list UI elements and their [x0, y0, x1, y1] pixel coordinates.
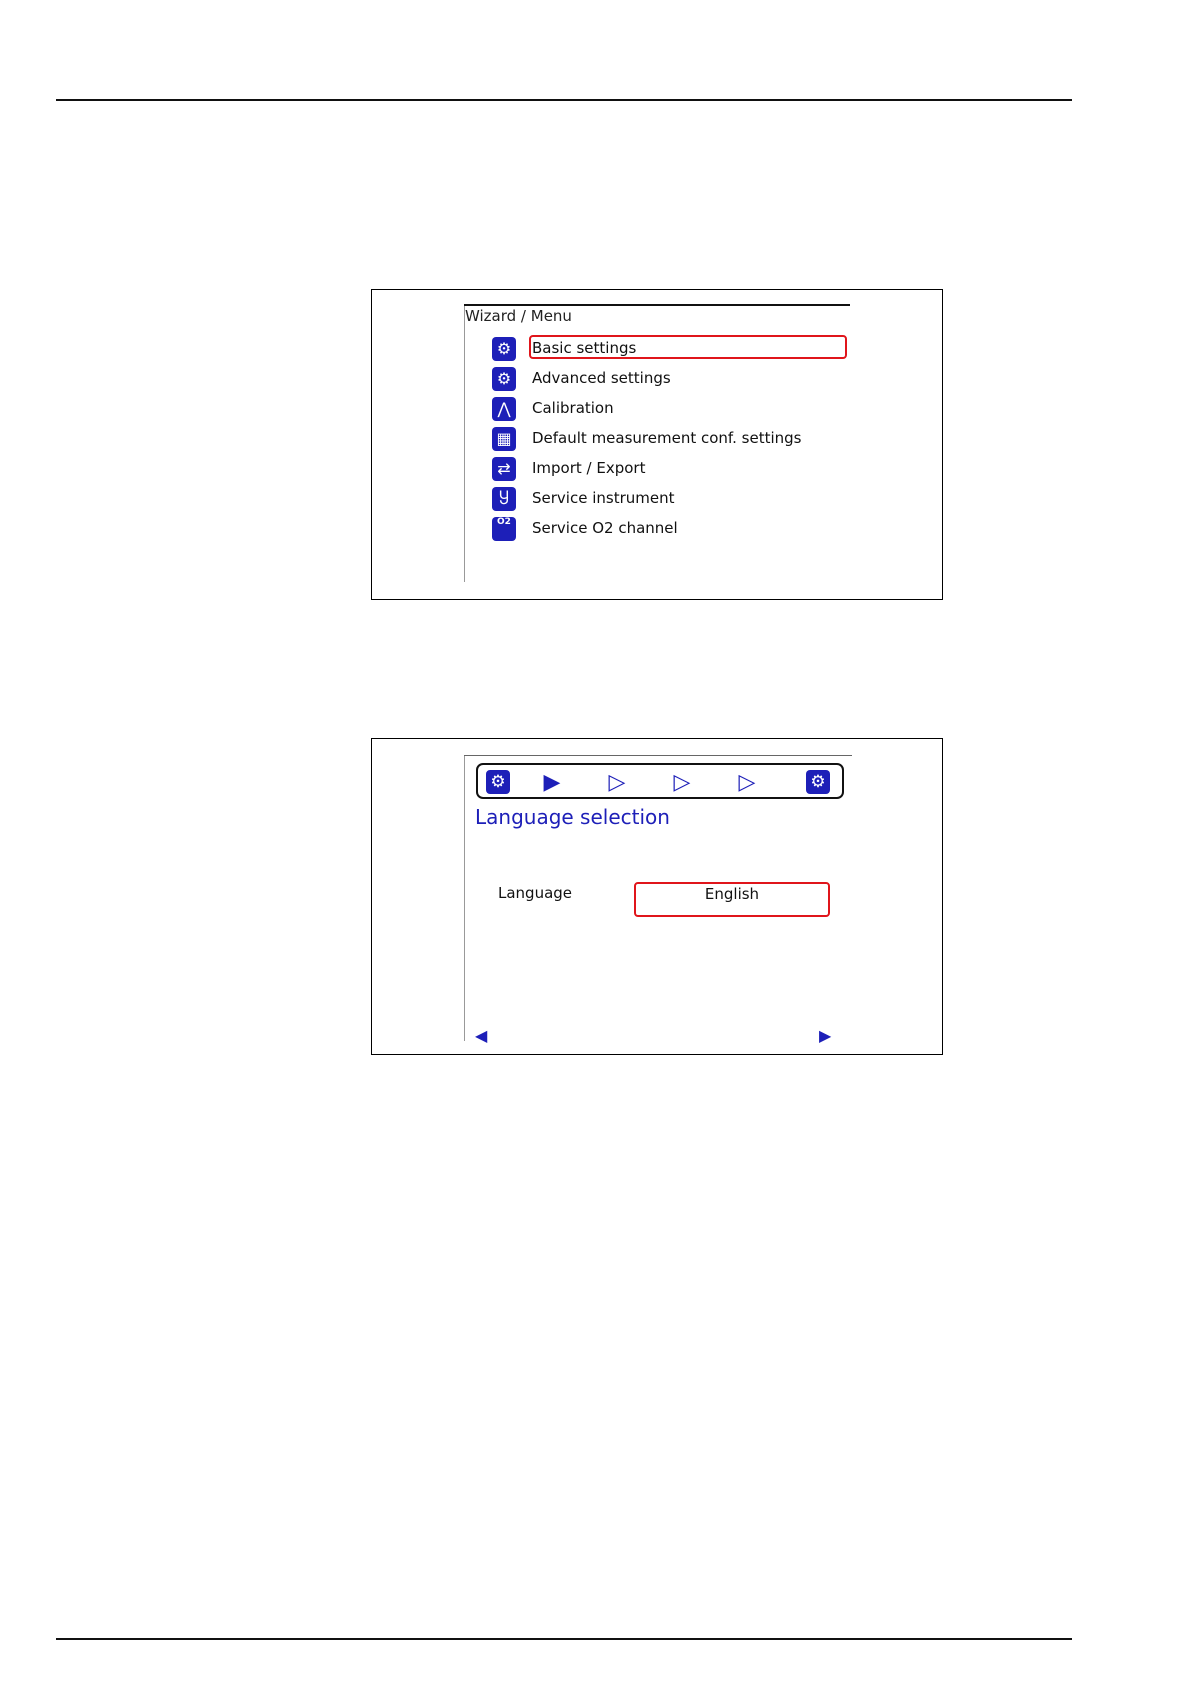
menu-item-label: Service O2 channel	[532, 519, 678, 537]
breadcrumb: Wizard / Menu	[465, 307, 572, 325]
menu-item-advanced-settings[interactable]	[492, 365, 852, 395]
screen-left-border	[464, 306, 465, 582]
screen-left-border	[464, 756, 465, 1041]
o2-service-icon	[492, 517, 516, 541]
screen-top-border	[464, 304, 850, 306]
menu-item-label: Basic settings	[532, 339, 637, 357]
menu-item-import-export[interactable]	[492, 455, 852, 485]
measurement-settings-icon: ▦	[492, 427, 516, 451]
gear-icon: ⚙	[492, 337, 516, 361]
gears-icon: ⚙	[492, 367, 516, 391]
current-step-icon: ▶	[543, 769, 561, 795]
step-icon: ▷	[738, 769, 756, 795]
menu-item-label: Service instrument	[532, 489, 675, 507]
nav-prev-icon[interactable]: ◀	[475, 1026, 488, 1045]
menu-item-default-measurement[interactable]	[492, 425, 852, 455]
menu-item-calibration[interactable]	[492, 395, 852, 425]
menu-item-service-instrument[interactable]	[492, 485, 852, 515]
menu-item-basic-settings[interactable]	[492, 335, 852, 365]
page-title: Language selection	[475, 805, 670, 829]
nav-next-icon[interactable]: ▶	[819, 1026, 832, 1045]
menu-item-label: Default measurement conf. settings	[532, 429, 802, 447]
language-selection-screenshot	[371, 738, 943, 1055]
gear-icon: ⚙	[806, 770, 830, 794]
import-export-icon: ⇄	[492, 457, 516, 481]
menu-item-label: Import / Export	[532, 459, 646, 477]
wizard-progress-bar	[476, 763, 844, 799]
menu-item-label: Calibration	[532, 399, 614, 417]
screen-top-border	[464, 755, 852, 756]
calibration-icon: ⋀	[492, 397, 516, 421]
wrench-icon: Ⴘ	[492, 487, 516, 511]
language-label: Language	[498, 884, 573, 902]
menu-item-label: Advanced settings	[532, 369, 671, 387]
page-top-rule	[56, 99, 1072, 101]
menu-item-service-o2[interactable]	[492, 515, 852, 545]
wizard-menu-screenshot	[371, 289, 943, 600]
wizard-menu-list	[492, 335, 852, 545]
step-icon: ▷	[608, 769, 626, 795]
language-select[interactable]: English	[634, 882, 830, 917]
step-icon: ▷	[673, 769, 691, 795]
gear-icon: ⚙	[486, 770, 510, 794]
o2-icon-text: O2	[497, 517, 511, 527]
page-bottom-rule	[56, 1638, 1072, 1640]
